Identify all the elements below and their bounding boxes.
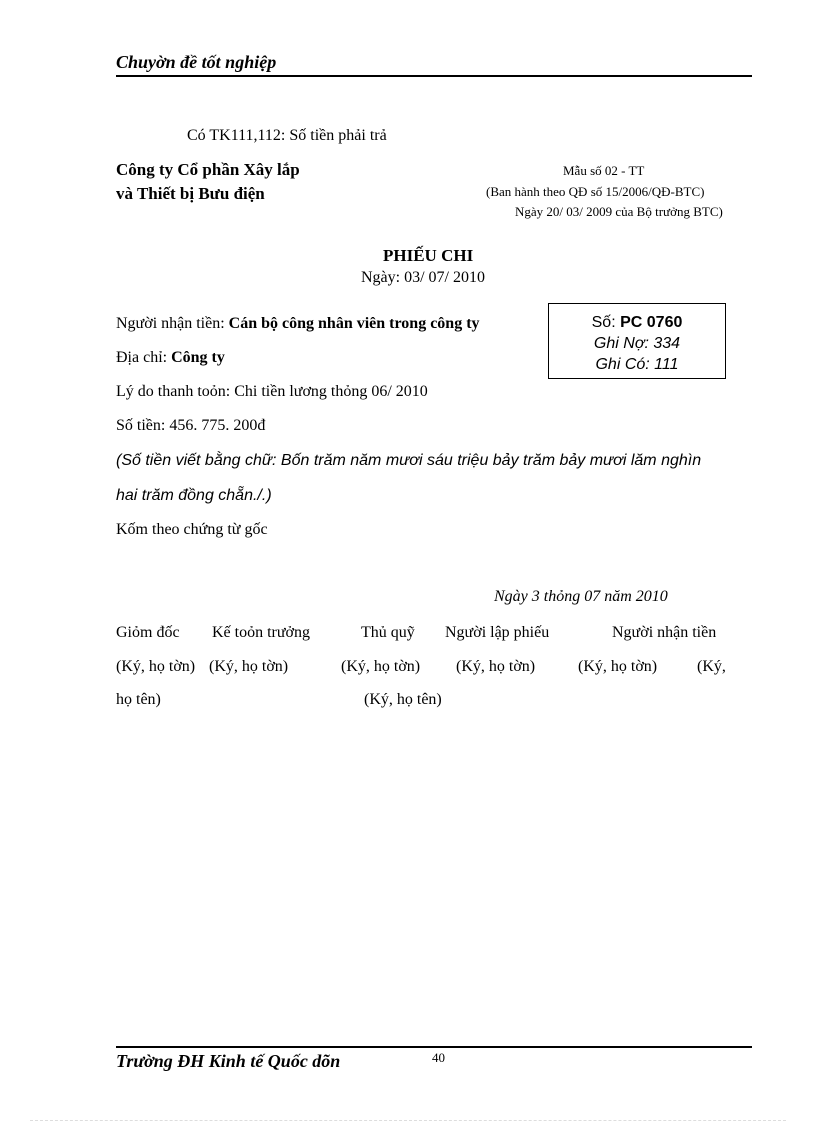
reason-row: Lý do thanh toỏn: Chi tiền lương thỏng 06/ 2010 [116, 383, 428, 400]
amount-words-line2: hai trăm đồng chẵn./.) [116, 487, 272, 504]
voucher-title: PHIẾU CHI [383, 246, 474, 265]
footer-rule [116, 1046, 752, 1048]
signer-director: Giỏm đốc [116, 624, 180, 641]
sign-note-3: (Ký, họ tờn) [341, 658, 421, 675]
voucher-date: Ngày: 03/ 07/ 2010 [361, 269, 485, 286]
page-number: 40 [432, 1050, 445, 1065]
recipient-value: Cán bộ công nhân viên trong công ty [228, 315, 480, 332]
amount-row: Số tiền: 456. 775. 200đ [116, 417, 266, 434]
company-line1: Công ty Cổ phần Xây lắp [116, 160, 300, 179]
sign-note-6: (Ký, [697, 658, 726, 675]
company-line2: và Thiết bị Bưu điện [116, 184, 265, 203]
sign-note-7: (Ký, họ tên) [364, 691, 442, 708]
sign-note-2: (Ký, họ tờn) [209, 658, 289, 675]
form-issued: (Ban hành theo QĐ số 15/2006/QĐ-BTC) [486, 184, 705, 199]
voucher-number: Số: PC 0760 [591, 314, 683, 331]
page-bottom-edge [30, 1120, 786, 1121]
header-title: Chuyờn đề tốt nghiệp [116, 52, 277, 72]
sign-note-5: (Ký, họ tờn) [578, 658, 658, 675]
address-value: Công ty [171, 349, 225, 366]
signer-preparer: Người lập phiếu [445, 624, 550, 641]
sign-note-4: (Ký, họ tờn) [456, 658, 536, 675]
voucher-number-box [548, 303, 726, 379]
footer-school: Trường ĐH Kinh tế Quốc dõn [116, 1051, 341, 1071]
form-issued-date: Ngày 20/ 03/ 2009 của Bộ trưởng BTC) [515, 204, 723, 219]
sign-note-1: (Ký, họ tờn) [116, 658, 196, 675]
signer-receiver: Người nhận tiền [612, 624, 717, 641]
signer-chief-accountant: Kế toỏn trưởng [212, 624, 311, 641]
address-row: Địa chỉ: Công ty [116, 349, 225, 366]
sign-date: Ngày 3 thỏng 07 năm 2010 [494, 588, 668, 605]
debit-account: Ghi Nợ: 334 [593, 335, 681, 352]
attached-docs: Kốm theo chứng từ gốc [116, 521, 268, 538]
signer-treasurer: Thủ quỹ [361, 624, 415, 641]
recipient-row: Người nhận tiền: Cán bộ công nhân viên trong công ty [116, 315, 480, 332]
intro-line: Có TK111,112: Số tiền phải trả [187, 127, 387, 144]
header-rule [116, 75, 752, 77]
form-code: Mẫu số 02 - TT [563, 163, 645, 178]
sign-note-6-cont: họ tên) [116, 691, 161, 708]
credit-account: Ghi Có: 111 [595, 356, 679, 373]
amount-words-line1: (Số tiền viết bằng chữ: Bốn trăm năm mươi sáu triệu bảy trăm bảy mươi lăm nghìn [116, 452, 702, 469]
